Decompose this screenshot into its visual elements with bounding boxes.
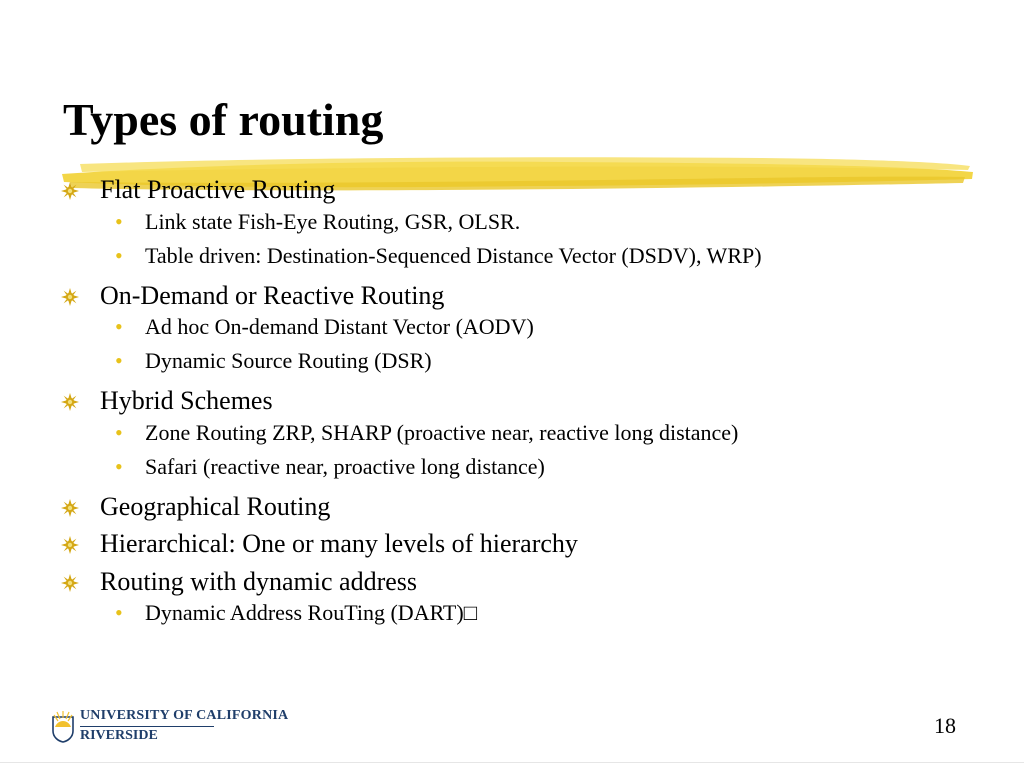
- sub-bullet-label: Dynamic Source Routing (DSR): [145, 348, 432, 373]
- bullet-label: Hybrid Schemes: [100, 386, 273, 415]
- dot-bullet-icon: •: [115, 419, 123, 445]
- logo-divider: [80, 726, 214, 727]
- star-bullet-icon: [60, 181, 80, 201]
- bullet-label: On-Demand or Reactive Routing: [100, 280, 445, 310]
- sub-bullet-item: [115, 242, 762, 270]
- sub-bullet-label: Dynamic Address RouTing (DART)□: [145, 600, 477, 625]
- star-bullet-icon: [60, 498, 80, 518]
- sub-bullet-item: [115, 599, 477, 627]
- ucr-seal-icon: [52, 707, 74, 743]
- star-bullet-icon: [60, 535, 80, 555]
- dot-bullet-icon: •: [115, 242, 123, 268]
- bullet-item: [100, 174, 335, 206]
- dot-bullet-icon: •: [115, 453, 123, 479]
- dot-bullet-icon: •: [115, 600, 123, 625]
- sub-bullet-label: Table driven: Destination-Sequenced Distance Vector (DSDV), WRP): [145, 242, 762, 268]
- star-bullet-icon: [60, 573, 80, 593]
- bullet-item: [100, 528, 578, 560]
- bullet-item: [100, 491, 330, 523]
- dot-bullet-icon: •: [115, 348, 123, 373]
- bullet-item: [100, 385, 273, 417]
- ucr-logo: [50, 705, 289, 745]
- bullet-item: [100, 566, 417, 598]
- bullet-label: Hierarchical: One or many levels of hierarchy: [100, 529, 578, 558]
- sub-bullet-label: Safari (reactive near, proactive long distance): [145, 453, 545, 479]
- sub-bullet-label: Ad hoc On-demand Distant Vector (AODV): [145, 314, 534, 339]
- bullet-label: Routing with dynamic address: [100, 566, 418, 596]
- dot-bullet-icon: •: [115, 208, 123, 234]
- sub-bullet-item: [115, 313, 534, 341]
- sub-bullet-item: [115, 453, 545, 481]
- sub-bullet-label: Zone Routing ZRP, SHARP (proactive near, reactive long distance): [145, 419, 739, 445]
- dot-bullet-icon: •: [115, 314, 123, 339]
- bottom-divider: [0, 762, 1024, 763]
- sub-bullet-label: Link state Fish-Eye Routing, GSR, OLSR.: [145, 208, 521, 234]
- logo-university: UNIVERSITY OF CALIFORNIA: [80, 708, 289, 723]
- bullet-item: [100, 280, 444, 312]
- star-bullet-icon: [60, 392, 80, 412]
- slide-title: Types of routing: [63, 94, 384, 145]
- page-number: 18: [934, 713, 956, 738]
- bullet-label: Geographical Routing: [100, 491, 331, 521]
- logo-campus: RIVERSIDE: [80, 728, 158, 743]
- sub-bullet-item: [115, 208, 521, 236]
- sub-bullet-item: [115, 347, 432, 375]
- star-bullet-icon: [60, 287, 80, 307]
- sub-bullet-item: [115, 419, 739, 447]
- bullet-label: Flat Proactive Routing: [100, 175, 336, 204]
